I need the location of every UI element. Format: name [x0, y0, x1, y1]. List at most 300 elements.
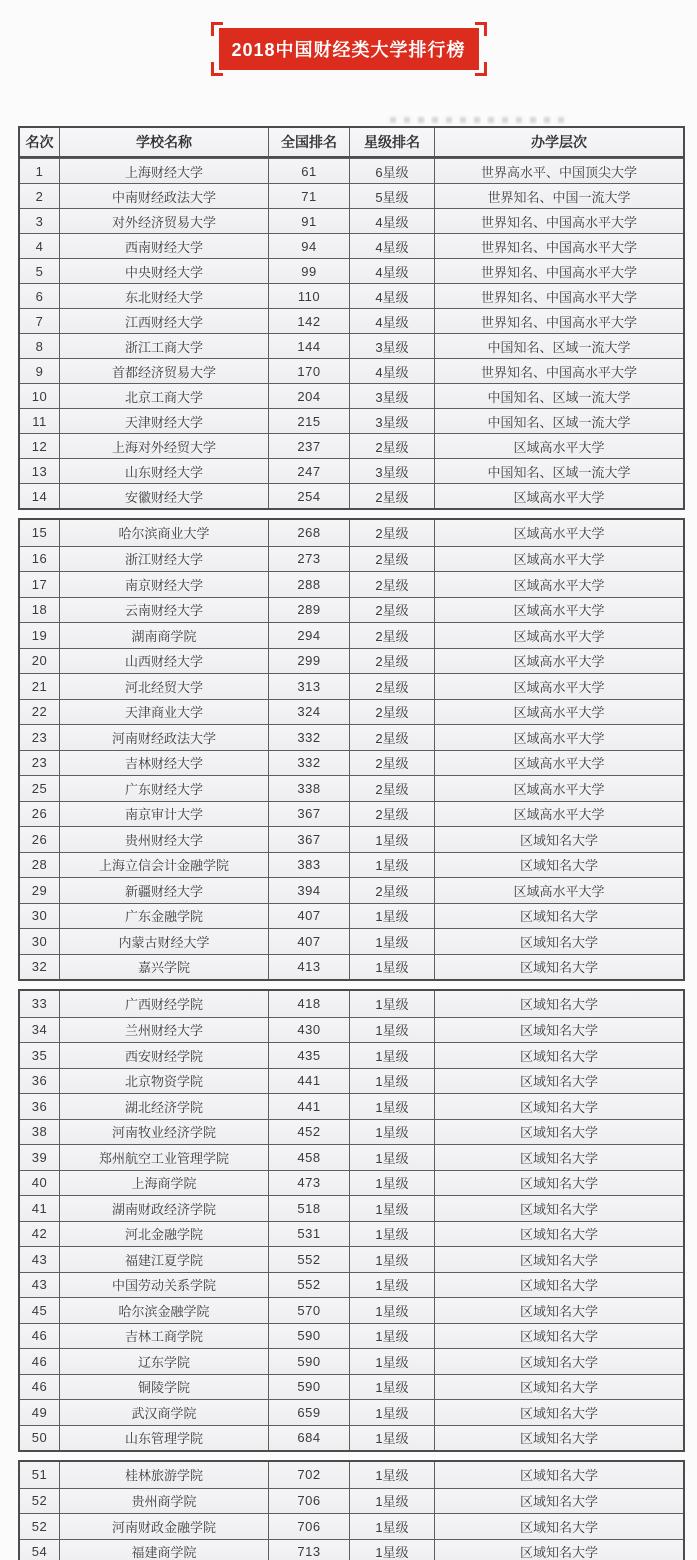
school-name-cell: 南京审计大学 — [60, 801, 269, 827]
rank-cell: 43 — [20, 1246, 60, 1272]
tier-cell: 世界知名、中国高水平大学 — [435, 308, 683, 333]
table-row — [20, 546, 683, 572]
tier-cell: 世界知名、中国高水平大学 — [435, 233, 683, 258]
star-rating-cell: 6星级 — [350, 158, 435, 183]
school-name-cell: 上海商学院 — [60, 1170, 269, 1196]
rank-cell: 45 — [20, 1297, 60, 1323]
table-row — [20, 158, 683, 183]
table-row — [20, 1488, 683, 1514]
table-row — [20, 750, 683, 776]
tier-cell: 区域知名大学 — [435, 1144, 683, 1170]
school-name-cell: 江西财经大学 — [60, 308, 269, 333]
rank-cell: 18 — [20, 597, 60, 623]
star-rating-cell: 1星级 — [350, 1221, 435, 1247]
school-name-cell: 福建江夏学院 — [60, 1246, 269, 1272]
national-rank-cell: 713 — [269, 1539, 350, 1560]
tier-cell: 区域知名大学 — [435, 1221, 683, 1247]
rank-cell: 52 — [20, 1488, 60, 1514]
table-row — [20, 775, 683, 801]
rank-cell: 1 — [20, 158, 60, 183]
star-rating-cell: 2星级 — [350, 877, 435, 903]
tier-cell: 区域高水平大学 — [435, 648, 683, 674]
table-row — [20, 801, 683, 827]
star-rating-cell: 1星级 — [350, 1399, 435, 1425]
school-name-cell: 湖南财政经济学院 — [60, 1195, 269, 1221]
table-section-3 — [18, 989, 685, 1452]
school-name-cell: 内蒙古财经大学 — [60, 928, 269, 954]
rank-cell: 13 — [20, 458, 60, 483]
school-name-cell: 山东财经大学 — [60, 458, 269, 483]
table-row — [20, 571, 683, 597]
rank-cell: 42 — [20, 1221, 60, 1247]
school-name-cell: 北京工商大学 — [60, 383, 269, 408]
table-row — [20, 333, 683, 358]
tier-cell: 区域知名大学 — [435, 1513, 683, 1539]
tier-cell: 区域高水平大学 — [435, 775, 683, 801]
rank-cell: 32 — [20, 954, 60, 980]
star-rating-cell: 5星级 — [350, 183, 435, 208]
star-rating-cell: 1星级 — [350, 1093, 435, 1119]
national-rank-cell: 268 — [269, 520, 350, 546]
table-row — [20, 1119, 683, 1145]
rank-cell: 29 — [20, 877, 60, 903]
star-rating-cell: 4星级 — [350, 358, 435, 383]
star-rating-cell: 1星级 — [350, 1246, 435, 1272]
tier-cell: 中国知名、区域一流大学 — [435, 333, 683, 358]
rank-cell: 19 — [20, 622, 60, 648]
tier-cell: 世界知名、中国高水平大学 — [435, 283, 683, 308]
tier-cell: 区域高水平大学 — [435, 433, 683, 458]
rank-cell: 7 — [20, 308, 60, 333]
star-rating-cell: 1星级 — [350, 1119, 435, 1145]
national-rank-cell: 332 — [269, 724, 350, 750]
national-rank-cell: 324 — [269, 699, 350, 725]
national-rank-cell: 706 — [269, 1488, 350, 1514]
table-header-row — [20, 128, 683, 158]
rank-cell: 10 — [20, 383, 60, 408]
star-rating-cell: 1星级 — [350, 1539, 435, 1560]
star-rating-cell: 1星级 — [350, 1042, 435, 1068]
national-rank-cell: 531 — [269, 1221, 350, 1247]
national-rank-cell: 294 — [269, 622, 350, 648]
national-rank-cell: 706 — [269, 1513, 350, 1539]
table-row — [20, 991, 683, 1017]
tier-cell: 区域知名大学 — [435, 1246, 683, 1272]
column-header-star-rating: 星级排名 — [350, 128, 435, 158]
rank-cell: 20 — [20, 648, 60, 674]
rank-cell: 5 — [20, 258, 60, 283]
national-rank-cell: 215 — [269, 408, 350, 433]
table-row — [20, 1323, 683, 1349]
rank-cell: 12 — [20, 433, 60, 458]
tier-cell: 区域知名大学 — [435, 852, 683, 878]
star-rating-cell: 2星级 — [350, 699, 435, 725]
rank-cell: 25 — [20, 775, 60, 801]
school-name-cell: 天津商业大学 — [60, 699, 269, 725]
bracket-corner-top-right-icon — [475, 22, 487, 36]
tier-cell: 区域高水平大学 — [435, 724, 683, 750]
tier-cell: 区域知名大学 — [435, 1374, 683, 1400]
rank-cell: 46 — [20, 1348, 60, 1374]
tier-cell: 区域知名大学 — [435, 928, 683, 954]
table-row — [20, 358, 683, 383]
table-row — [20, 1513, 683, 1539]
star-rating-cell: 2星级 — [350, 483, 435, 508]
tier-cell: 区域知名大学 — [435, 1093, 683, 1119]
rank-cell: 11 — [20, 408, 60, 433]
table-row — [20, 724, 683, 750]
star-rating-cell: 4星级 — [350, 233, 435, 258]
rank-cell: 26 — [20, 801, 60, 827]
rank-cell: 34 — [20, 1017, 60, 1043]
school-name-cell: 浙江财经大学 — [60, 546, 269, 572]
star-rating-cell: 1星级 — [350, 1348, 435, 1374]
table-row — [20, 1272, 683, 1298]
table-row — [20, 903, 683, 929]
national-rank-cell: 452 — [269, 1119, 350, 1145]
school-name-cell: 兰州财经大学 — [60, 1017, 269, 1043]
school-name-cell: 北京物资学院 — [60, 1068, 269, 1094]
rank-cell: 23 — [20, 750, 60, 776]
rank-cell: 4 — [20, 233, 60, 258]
tier-cell: 区域高水平大学 — [435, 546, 683, 572]
table-row — [20, 1374, 683, 1400]
school-name-cell: 天津财经大学 — [60, 408, 269, 433]
bracket-corner-top-left-icon — [210, 22, 222, 36]
star-rating-cell: 2星级 — [350, 520, 435, 546]
star-rating-cell: 4星级 — [350, 308, 435, 333]
star-rating-cell: 2星级 — [350, 571, 435, 597]
national-rank-cell: 702 — [269, 1462, 350, 1488]
national-rank-cell: 590 — [269, 1374, 350, 1400]
national-rank-cell: 430 — [269, 1017, 350, 1043]
tier-cell: 区域知名大学 — [435, 1042, 683, 1068]
tier-cell: 中国知名、区域一流大学 — [435, 458, 683, 483]
school-name-cell: 浙江工商大学 — [60, 333, 269, 358]
school-name-cell: 湖北经济学院 — [60, 1093, 269, 1119]
star-rating-cell: 1星级 — [350, 1513, 435, 1539]
national-rank-cell: 458 — [269, 1144, 350, 1170]
table-row — [20, 258, 683, 283]
national-rank-cell: 204 — [269, 383, 350, 408]
tier-cell: 区域知名大学 — [435, 1488, 683, 1514]
rank-cell: 30 — [20, 903, 60, 929]
school-name-cell: 河南财政金融学院 — [60, 1513, 269, 1539]
table-row — [20, 1144, 683, 1170]
tier-cell: 区域知名大学 — [435, 1425, 683, 1451]
star-rating-cell: 1星级 — [350, 954, 435, 980]
star-rating-cell: 2星级 — [350, 724, 435, 750]
tier-cell: 区域知名大学 — [435, 1119, 683, 1145]
national-rank-cell: 441 — [269, 1093, 350, 1119]
school-name-cell: 吉林财经大学 — [60, 750, 269, 776]
table-row — [20, 1425, 683, 1451]
national-rank-cell: 170 — [269, 358, 350, 383]
star-rating-cell: 2星级 — [350, 750, 435, 776]
rank-cell: 39 — [20, 1144, 60, 1170]
school-name-cell: 湖南商学院 — [60, 622, 269, 648]
school-name-cell: 云南财经大学 — [60, 597, 269, 623]
table-row — [20, 928, 683, 954]
rank-cell: 17 — [20, 571, 60, 597]
rank-cell: 9 — [20, 358, 60, 383]
national-rank-cell: 94 — [269, 233, 350, 258]
rank-cell: 3 — [20, 208, 60, 233]
star-rating-cell: 1星级 — [350, 991, 435, 1017]
national-rank-cell: 247 — [269, 458, 350, 483]
rank-cell: 51 — [20, 1462, 60, 1488]
school-name-cell: 河北金融学院 — [60, 1221, 269, 1247]
rank-cell: 54 — [20, 1539, 60, 1560]
tier-cell: 中国知名、区域一流大学 — [435, 408, 683, 433]
school-name-cell: 吉林工商学院 — [60, 1323, 269, 1349]
school-name-cell: 桂林旅游学院 — [60, 1462, 269, 1488]
star-rating-cell: 3星级 — [350, 383, 435, 408]
rank-cell: 35 — [20, 1042, 60, 1068]
table-section-2 — [18, 518, 685, 981]
national-rank-cell: 367 — [269, 801, 350, 827]
tier-cell: 区域知名大学 — [435, 954, 683, 980]
school-name-cell: 郑州航空工业管理学院 — [60, 1144, 269, 1170]
national-rank-cell: 383 — [269, 852, 350, 878]
tier-cell: 区域高水平大学 — [435, 622, 683, 648]
rank-cell: 15 — [20, 520, 60, 546]
school-name-cell: 广东财经大学 — [60, 775, 269, 801]
star-rating-cell: 1星级 — [350, 1323, 435, 1349]
star-rating-cell: 3星级 — [350, 333, 435, 358]
table-row — [20, 597, 683, 623]
table-row — [20, 408, 683, 433]
national-rank-cell: 332 — [269, 750, 350, 776]
table-row — [20, 622, 683, 648]
national-rank-cell: 299 — [269, 648, 350, 674]
table-row — [20, 699, 683, 725]
tier-cell: 区域知名大学 — [435, 826, 683, 852]
school-name-cell: 河南牧业经济学院 — [60, 1119, 269, 1145]
school-name-cell: 上海对外经贸大学 — [60, 433, 269, 458]
school-name-cell: 广西财经学院 — [60, 991, 269, 1017]
national-rank-cell: 144 — [269, 333, 350, 358]
table-row — [20, 826, 683, 852]
rank-cell: 16 — [20, 546, 60, 572]
column-header-school-name: 学校名称 — [60, 128, 269, 158]
tier-cell: 区域知名大学 — [435, 1195, 683, 1221]
table-row — [20, 483, 683, 508]
school-name-cell: 上海财经大学 — [60, 158, 269, 183]
star-rating-cell: 1星级 — [350, 1170, 435, 1196]
national-rank-cell: 71 — [269, 183, 350, 208]
star-rating-cell: 1星级 — [350, 1425, 435, 1451]
star-rating-cell: 3星级 — [350, 408, 435, 433]
star-rating-cell: 1星级 — [350, 903, 435, 929]
national-rank-cell: 570 — [269, 1297, 350, 1323]
tier-cell: 区域高水平大学 — [435, 750, 683, 776]
school-name-cell: 首都经济贸易大学 — [60, 358, 269, 383]
table-row — [20, 1399, 683, 1425]
school-name-cell: 对外经济贸易大学 — [60, 208, 269, 233]
column-header-tier: 办学层次 — [435, 128, 683, 158]
star-rating-cell: 1星级 — [350, 928, 435, 954]
table-section-1 — [18, 126, 685, 510]
rank-cell: 30 — [20, 928, 60, 954]
school-name-cell: 中国劳动关系学院 — [60, 1272, 269, 1298]
table-row — [20, 1539, 683, 1560]
table-section-4 — [18, 1460, 685, 1560]
table-row — [20, 433, 683, 458]
school-name-cell: 西安财经学院 — [60, 1042, 269, 1068]
tier-cell: 区域知名大学 — [435, 1323, 683, 1349]
national-rank-cell: 590 — [269, 1348, 350, 1374]
ranking-table — [18, 126, 685, 1560]
table-row — [20, 233, 683, 258]
tier-cell: 区域知名大学 — [435, 1539, 683, 1560]
tier-cell: 区域知名大学 — [435, 1272, 683, 1298]
table-row — [20, 1297, 683, 1323]
national-rank-cell: 473 — [269, 1170, 350, 1196]
star-rating-cell: 2星级 — [350, 597, 435, 623]
star-rating-cell: 1星级 — [350, 826, 435, 852]
bracket-corner-bottom-right-icon — [475, 62, 487, 76]
national-rank-cell: 552 — [269, 1272, 350, 1298]
column-header-national-rank: 全国排名 — [269, 128, 350, 158]
star-rating-cell: 1星级 — [350, 1017, 435, 1043]
table-row — [20, 852, 683, 878]
national-rank-cell: 552 — [269, 1246, 350, 1272]
national-rank-cell: 684 — [269, 1425, 350, 1451]
table-row — [20, 1348, 683, 1374]
star-rating-cell: 2星级 — [350, 801, 435, 827]
star-rating-cell: 4星级 — [350, 283, 435, 308]
tier-cell: 区域高水平大学 — [435, 801, 683, 827]
table-row — [20, 1017, 683, 1043]
table-row — [20, 1221, 683, 1247]
school-name-cell: 新疆财经大学 — [60, 877, 269, 903]
school-name-cell: 贵州财经大学 — [60, 826, 269, 852]
star-rating-cell: 2星级 — [350, 433, 435, 458]
star-rating-cell: 1星级 — [350, 1488, 435, 1514]
tier-cell: 世界知名、中国高水平大学 — [435, 208, 683, 233]
table-row — [20, 1042, 683, 1068]
school-name-cell: 武汉商学院 — [60, 1399, 269, 1425]
national-rank-cell: 441 — [269, 1068, 350, 1094]
rank-cell: 33 — [20, 991, 60, 1017]
national-rank-cell: 407 — [269, 928, 350, 954]
rank-cell: 36 — [20, 1093, 60, 1119]
tier-cell: 区域知名大学 — [435, 1348, 683, 1374]
school-name-cell: 辽东学院 — [60, 1348, 269, 1374]
national-rank-cell: 418 — [269, 991, 350, 1017]
table-row — [20, 648, 683, 674]
national-rank-cell: 413 — [269, 954, 350, 980]
star-rating-cell: 1星级 — [350, 1462, 435, 1488]
school-name-cell: 福建商学院 — [60, 1539, 269, 1560]
tier-cell: 世界知名、中国一流大学 — [435, 183, 683, 208]
school-name-cell: 哈尔滨金融学院 — [60, 1297, 269, 1323]
tier-cell: 世界知名、中国高水平大学 — [435, 358, 683, 383]
star-rating-cell: 1星级 — [350, 1374, 435, 1400]
table-row — [20, 1170, 683, 1196]
tier-cell: 区域高水平大学 — [435, 571, 683, 597]
star-rating-cell: 1星级 — [350, 1297, 435, 1323]
rank-cell: 52 — [20, 1513, 60, 1539]
school-name-cell: 东北财经大学 — [60, 283, 269, 308]
national-rank-cell: 142 — [269, 308, 350, 333]
star-rating-cell: 2星级 — [350, 648, 435, 674]
tier-cell: 世界知名、中国高水平大学 — [435, 258, 683, 283]
table-row — [20, 954, 683, 980]
tier-cell: 区域知名大学 — [435, 1017, 683, 1043]
school-name-cell: 河南财经政法大学 — [60, 724, 269, 750]
tier-cell: 区域知名大学 — [435, 1399, 683, 1425]
star-rating-cell: 2星级 — [350, 775, 435, 801]
tier-cell: 区域知名大学 — [435, 1297, 683, 1323]
table-row — [20, 1246, 683, 1272]
national-rank-cell: 273 — [269, 546, 350, 572]
star-rating-cell: 3星级 — [350, 458, 435, 483]
school-name-cell: 山西财经大学 — [60, 648, 269, 674]
rank-cell: 41 — [20, 1195, 60, 1221]
table-row — [20, 283, 683, 308]
rank-cell: 22 — [20, 699, 60, 725]
table-row — [20, 520, 683, 546]
rank-cell: 46 — [20, 1374, 60, 1400]
tier-cell: 区域知名大学 — [435, 1462, 683, 1488]
tier-cell: 区域知名大学 — [435, 903, 683, 929]
rank-cell: 6 — [20, 283, 60, 308]
table-row — [20, 1195, 683, 1221]
rank-cell: 8 — [20, 333, 60, 358]
star-rating-cell: 1星级 — [350, 1195, 435, 1221]
tier-cell: 中国知名、区域一流大学 — [435, 383, 683, 408]
rank-cell: 38 — [20, 1119, 60, 1145]
national-rank-cell: 518 — [269, 1195, 350, 1221]
rank-cell: 43 — [20, 1272, 60, 1298]
rank-cell: 2 — [20, 183, 60, 208]
national-rank-cell: 338 — [269, 775, 350, 801]
school-name-cell: 广东金融学院 — [60, 903, 269, 929]
column-header-rank: 名次 — [20, 128, 60, 158]
rank-cell: 21 — [20, 673, 60, 699]
national-rank-cell: 407 — [269, 903, 350, 929]
star-rating-cell: 4星级 — [350, 258, 435, 283]
tier-cell: 世界高水平、中国顶尖大学 — [435, 158, 683, 183]
national-rank-cell: 61 — [269, 158, 350, 183]
star-rating-cell: 1星级 — [350, 1144, 435, 1170]
school-name-cell: 安徽财经大学 — [60, 483, 269, 508]
star-rating-cell: 1星级 — [350, 1272, 435, 1298]
school-name-cell: 哈尔滨商业大学 — [60, 520, 269, 546]
star-rating-cell: 4星级 — [350, 208, 435, 233]
national-rank-cell: 237 — [269, 433, 350, 458]
star-rating-cell: 1星级 — [350, 1068, 435, 1094]
national-rank-cell: 91 — [269, 208, 350, 233]
national-rank-cell: 289 — [269, 597, 350, 623]
school-name-cell: 西南财经大学 — [60, 233, 269, 258]
school-name-cell: 中南财经政法大学 — [60, 183, 269, 208]
tier-cell: 区域知名大学 — [435, 991, 683, 1017]
rank-cell: 26 — [20, 826, 60, 852]
table-row — [20, 308, 683, 333]
school-name-cell: 中央财经大学 — [60, 258, 269, 283]
school-name-cell: 铜陵学院 — [60, 1374, 269, 1400]
page-title: 2018中国财经类大学排行榜 — [218, 28, 478, 70]
tier-cell: 区域高水平大学 — [435, 699, 683, 725]
school-name-cell: 贵州商学院 — [60, 1488, 269, 1514]
table-row — [20, 458, 683, 483]
table-row — [20, 1462, 683, 1488]
star-rating-cell: 2星级 — [350, 622, 435, 648]
national-rank-cell: 99 — [269, 258, 350, 283]
